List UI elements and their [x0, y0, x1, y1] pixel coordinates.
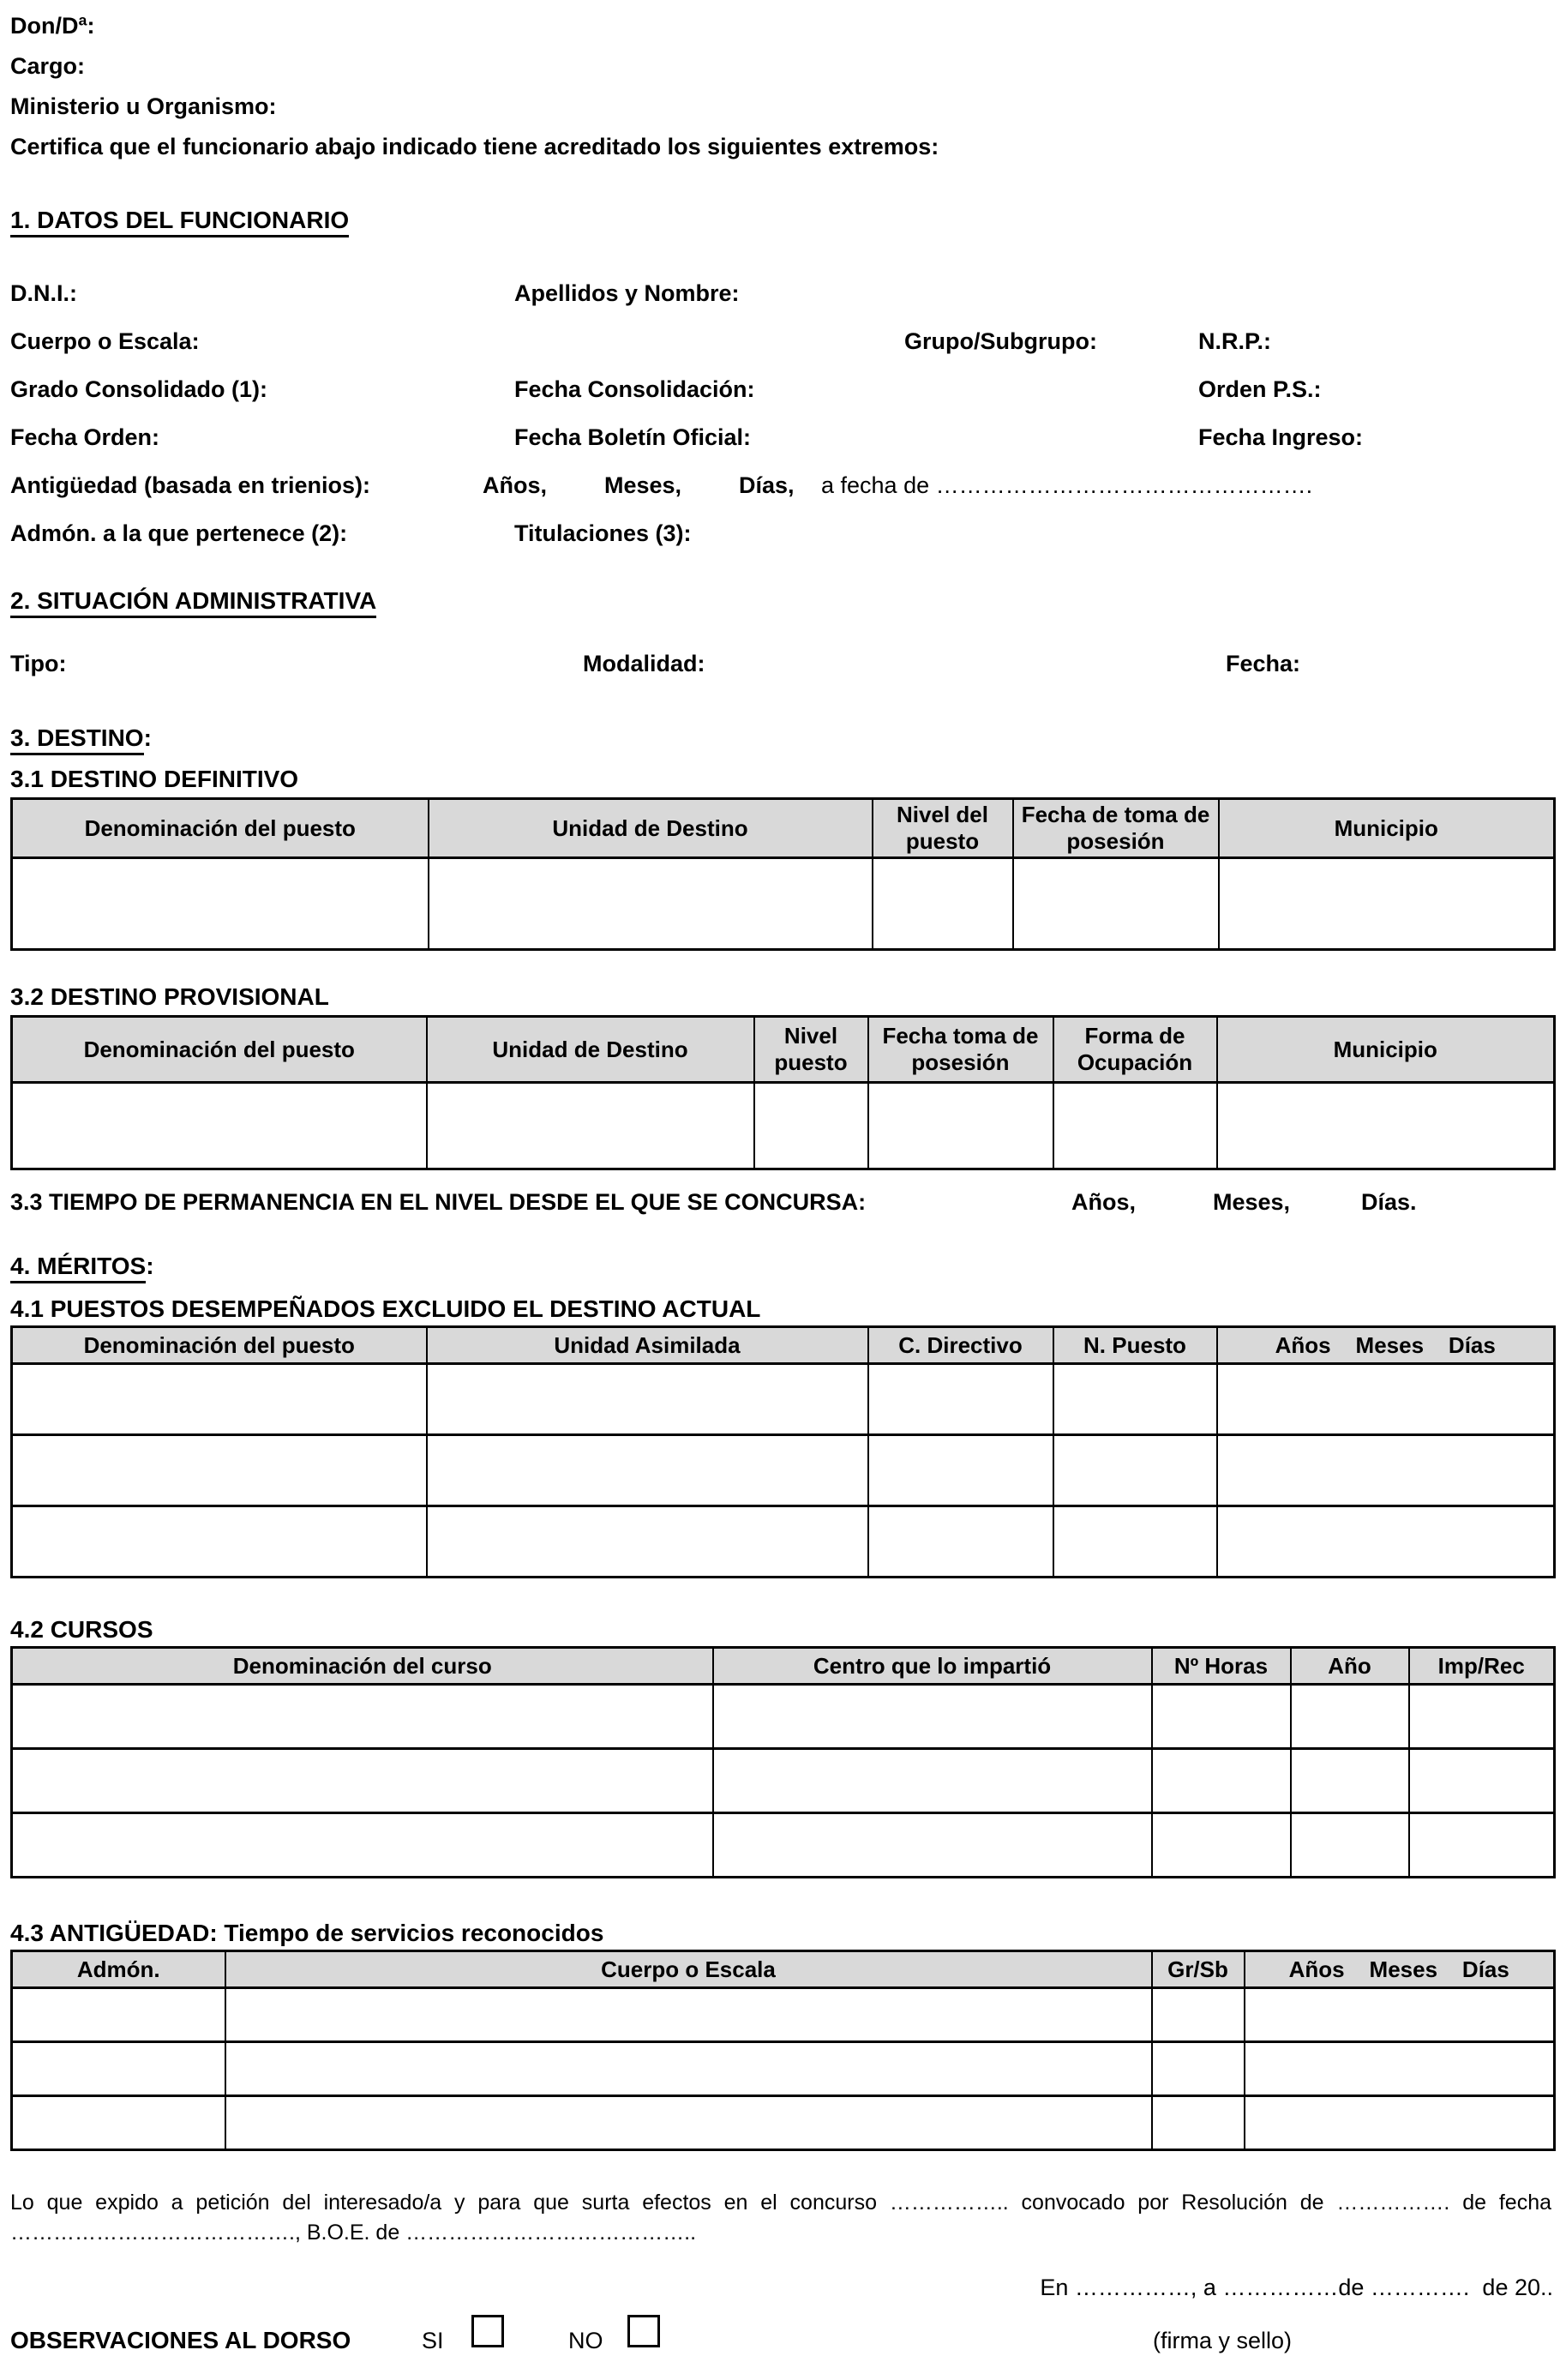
label-tipo: Tipo: — [10, 651, 67, 676]
empty-cell — [12, 858, 429, 950]
empty-cell — [868, 1435, 1053, 1506]
empty-cell — [1245, 2096, 1555, 2150]
section4-title: 4. MÉRITOS: — [10, 1252, 154, 1281]
empty-cell — [1217, 1364, 1555, 1435]
table-header-row — [12, 1648, 1555, 1685]
empty-cell — [12, 2096, 225, 2150]
column-header-municipio: Municipio — [1217, 1017, 1555, 1083]
empty-cell — [12, 2042, 225, 2096]
empty-cell — [427, 1506, 868, 1578]
column-header-forma-ocupacion: Forma de Ocupación — [1053, 1017, 1217, 1083]
si-label: SI — [422, 2328, 444, 2353]
column-header-c-directivo: C. Directivo — [868, 1327, 1053, 1364]
empty-cell — [1053, 1435, 1217, 1506]
observaciones-label: OBSERVACIONES AL DORSO — [10, 2327, 351, 2353]
label-grado-consolidado: Grado Consolidado (1): — [10, 376, 267, 402]
section2-title: 2. SITUACIÓN ADMINISTRATIVA — [10, 586, 376, 616]
table-row — [12, 1435, 1555, 1506]
column-header-unidad-destino: Unidad de Destino — [429, 799, 873, 858]
empty-cell — [12, 1435, 427, 1506]
label-apellidos-nombre: Apellidos y Nombre: — [514, 280, 740, 306]
empty-cell — [713, 1813, 1152, 1878]
empty-cell — [1291, 1749, 1409, 1813]
label-titulaciones: Titulaciones (3): — [514, 520, 692, 546]
empty-cell — [754, 1083, 868, 1169]
empty-cell — [12, 1749, 713, 1813]
label-permanencia-anos: Años, — [1071, 1189, 1137, 1215]
column-header-centro-impartio: Centro que lo impartió — [713, 1648, 1152, 1685]
empty-cell — [427, 1083, 754, 1169]
label-antiguedad: Antigüedad (basada en trienios): — [10, 472, 371, 498]
empty-cell — [1152, 2096, 1245, 2150]
empty-cell — [1152, 1749, 1291, 1813]
column-header-denominacion-puesto: Denominación del puesto — [12, 1327, 427, 1364]
empty-cell — [1053, 1083, 1217, 1169]
label-admon-pertenece: Admón. a la que pertenece (2): — [10, 520, 348, 546]
label-permanencia-dias: Días. — [1361, 1189, 1417, 1215]
empty-cell — [1409, 1813, 1555, 1878]
empty-cell — [1152, 1988, 1245, 2042]
label-cargo: Cargo: — [10, 53, 85, 79]
expido-paragraph-line2: …………………………………., B.O.E. de ………………………………….. — [10, 2221, 697, 2245]
a-fecha-de-dotted-line: a fecha de …………………………………………. — [821, 472, 1313, 498]
column-header-unidad-destino: Unidad de Destino — [427, 1017, 754, 1083]
empty-cell — [1219, 858, 1555, 950]
table-row — [12, 1083, 1555, 1169]
table-row — [12, 1988, 1555, 2042]
table-row — [12, 2096, 1555, 2150]
empty-cell — [1409, 1685, 1555, 1749]
table-row — [12, 1506, 1555, 1578]
label-fecha-boletin: Fecha Boletín Oficial: — [514, 424, 752, 450]
section41-title: 4.1 PUESTOS DESEMPEÑADOS EXCLUIDO EL DESTINO ACTUAL — [10, 1295, 761, 1322]
table-header-row — [12, 1951, 1555, 1988]
table-row — [12, 1749, 1555, 1813]
empty-cell — [429, 858, 873, 950]
column-header-denominacion-puesto: Denominación del puesto — [12, 1017, 427, 1083]
section33-label: 3.3 TIEMPO DE PERMANENCIA EN EL NIVEL DESDE EL QUE SE CONCURSA: — [10, 1189, 867, 1215]
label-antiguedad-meses: Meses, — [604, 472, 682, 498]
table-header-row — [12, 1017, 1555, 1083]
column-header-municipio: Municipio — [1219, 799, 1555, 858]
label-cuerpo-escala: Cuerpo o Escala: — [10, 328, 200, 354]
column-header-unidad-asimilada: Unidad Asimilada — [427, 1327, 868, 1364]
table-destino-definitivo — [10, 797, 1556, 951]
no-checkbox[interactable] — [627, 2315, 660, 2347]
column-header-nivel-puesto: Nivel puesto — [754, 1017, 868, 1083]
empty-cell — [713, 1685, 1152, 1749]
column-header-fecha-toma-posesion: Fecha toma de posesión — [868, 1017, 1053, 1083]
column-header-anos-meses-dias: Años Meses Días — [1245, 1951, 1555, 1988]
firma-sello-label: (firma y sello) — [1153, 2328, 1293, 2353]
empty-cell — [427, 1435, 868, 1506]
empty-cell — [713, 1749, 1152, 1813]
column-header-nivel-puesto: Nivel del puesto — [873, 799, 1013, 858]
column-header-imp-rec: Imp/Rec — [1409, 1648, 1555, 1685]
label-grupo-subgrupo: Grupo/Subgrupo: — [904, 328, 1097, 354]
label-permanencia-meses: Meses, — [1213, 1189, 1291, 1215]
place-date-line: En ……………, a ……………de …………. de 20.. — [1040, 2275, 1553, 2300]
empty-cell — [868, 1506, 1053, 1578]
table-row — [12, 1813, 1555, 1878]
table-destino-provisional — [10, 1015, 1556, 1170]
empty-cell — [1291, 1813, 1409, 1878]
table-row — [12, 2042, 1555, 2096]
empty-cell — [1245, 2042, 1555, 2096]
empty-cell — [12, 1988, 225, 2042]
empty-cell — [1291, 1685, 1409, 1749]
empty-cell — [1217, 1435, 1555, 1506]
empty-cell — [12, 1506, 427, 1578]
empty-cell — [1152, 2042, 1245, 2096]
section42-title: 4.2 CURSOS — [10, 1616, 153, 1643]
empty-cell — [12, 1364, 427, 1435]
section32-title: 3.2 DESTINO PROVISIONAL — [10, 983, 329, 1010]
table-row — [12, 1685, 1555, 1749]
table-cursos — [10, 1646, 1556, 1878]
empty-cell — [1152, 1685, 1291, 1749]
empty-cell — [868, 1083, 1053, 1169]
empty-cell — [225, 2042, 1152, 2096]
empty-cell — [12, 1813, 713, 1878]
column-header-denominacion-curso: Denominación del curso — [12, 1648, 713, 1685]
table-antiguedad-servicios — [10, 1950, 1556, 2151]
empty-cell — [12, 1685, 713, 1749]
label-fecha-consolidacion: Fecha Consolidación: — [514, 376, 755, 402]
label-dni: D.N.I.: — [10, 280, 77, 306]
label-orden-ps: Orden P.S.: — [1198, 376, 1322, 402]
label-nrp: N.R.P.: — [1198, 328, 1272, 354]
empty-cell — [1217, 1083, 1555, 1169]
empty-cell — [1013, 858, 1219, 950]
table-header-row — [12, 1327, 1555, 1364]
empty-cell — [12, 1083, 427, 1169]
label-antiguedad-anos: Años, — [483, 472, 548, 498]
empty-cell — [1217, 1506, 1555, 1578]
table-header-row — [12, 799, 1555, 858]
label-fecha-ingreso: Fecha Ingreso: — [1198, 424, 1364, 450]
section31-title: 3.1 DESTINO DEFINITIVO — [10, 766, 299, 792]
label-modalidad: Modalidad: — [583, 651, 705, 676]
section1-title: 1. DATOS DEL FUNCIONARIO — [10, 206, 349, 235]
label-fecha: Fecha: — [1226, 651, 1301, 676]
label-antiguedad-dias: Días, — [739, 472, 795, 498]
empty-cell — [225, 1988, 1152, 2042]
si-checkbox[interactable] — [471, 2315, 504, 2347]
certifica-line: Certifica que el funcionario abajo indicado tiene acreditado los siguientes extremos: — [10, 134, 939, 159]
label-don: Don/Dª: — [10, 13, 95, 39]
empty-cell — [873, 858, 1013, 950]
empty-cell — [1053, 1364, 1217, 1435]
column-header-ano: Año — [1291, 1648, 1409, 1685]
column-header-fecha-toma-posesion: Fecha de toma de posesión — [1013, 799, 1219, 858]
empty-cell — [1152, 1813, 1291, 1878]
section43-title: 4.3 ANTIGÜEDAD: Tiempo de servicios reconocidos — [10, 1920, 604, 1946]
empty-cell — [1409, 1749, 1555, 1813]
table-puestos-desempenados — [10, 1325, 1556, 1578]
empty-cell — [225, 2096, 1152, 2150]
table-row — [12, 1364, 1555, 1435]
column-header-cuerpo-escala: Cuerpo o Escala — [225, 1951, 1152, 1988]
column-header-gr-sb: Gr/Sb — [1152, 1951, 1245, 1988]
column-header-denominacion-puesto: Denominación del puesto — [12, 799, 429, 858]
column-header-admon: Admón. — [12, 1951, 225, 1988]
no-label: NO — [568, 2328, 603, 2353]
column-header-anos-meses-dias: Años Meses Días — [1217, 1327, 1555, 1364]
label-fecha-orden: Fecha Orden: — [10, 424, 160, 450]
empty-cell — [868, 1364, 1053, 1435]
table-row — [12, 858, 1555, 950]
column-header-n-puesto: N. Puesto — [1053, 1327, 1217, 1364]
column-header-num-horas: Nº Horas — [1152, 1648, 1291, 1685]
section3-title: 3. DESTINO: — [10, 724, 152, 753]
empty-cell — [427, 1364, 868, 1435]
empty-cell — [1245, 1988, 1555, 2042]
empty-cell — [1053, 1506, 1217, 1578]
label-ministerio: Ministerio u Organismo: — [10, 93, 277, 119]
expido-paragraph-line1: Lo que expido a petición del interesado/a y para que surta efectos en el concurso …………….. convocado por Resolución de ……………. de fecha — [10, 2191, 1551, 2215]
